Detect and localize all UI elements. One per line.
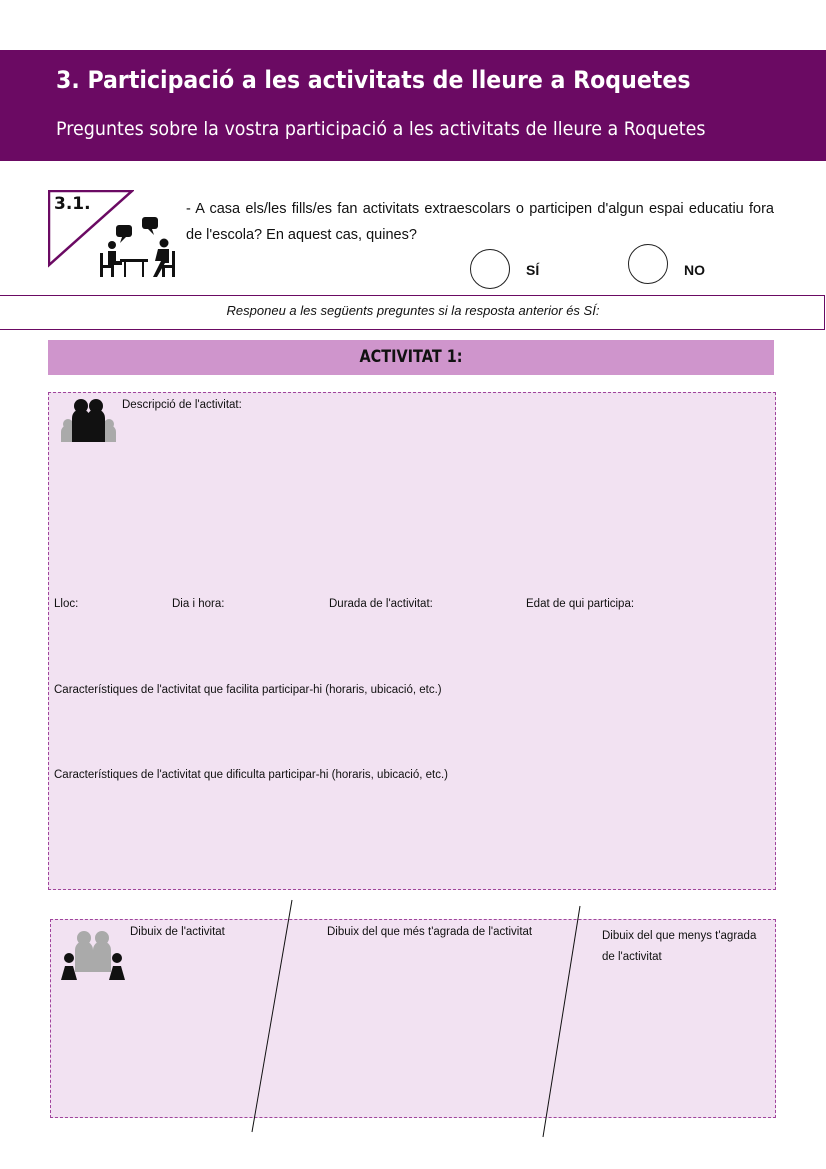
radio-yes-label: SÍ	[526, 262, 540, 278]
activity-details-box[interactable]	[48, 392, 776, 890]
place-label: Lloc:	[54, 598, 79, 610]
facilitates-label: Característiques de l'activitat que facilita participar-hi (horaris, ubicació, etc.)	[54, 684, 442, 696]
question-text: - A casa els/les fills/es fan activitats extraescolars o participen d'algun espai educatiu fora de l'escola? En aquest cas, quines?	[186, 201, 774, 243]
section-subtitle: Preguntes sobre la vostra participació a les activitats de lleure a Roquetes	[56, 118, 706, 140]
section-title: 3. Participació a les activitats de lleure a Roquetes	[56, 66, 691, 94]
drawing-likes-least-label: Dibuix del que menys t'agrada de l'activitat	[602, 930, 757, 963]
hinders-label: Característiques de l'activitat que dificulta participar-hi (horaris, ubicació, etc.)	[54, 769, 449, 781]
question-number: 3.1.	[54, 194, 91, 214]
day-time-label: Dia i hora:	[172, 598, 225, 610]
age-label: Edat de qui participa:	[526, 598, 635, 610]
duration-label: Durada de l'activitat:	[329, 598, 433, 610]
conversation-icon	[98, 215, 180, 279]
radio-no-label: NO	[684, 262, 705, 278]
radio-no[interactable]	[628, 244, 668, 284]
group-icon	[60, 930, 128, 980]
instruction-text: Responeu a les següents preguntes si la resposta anterior és SÍ:	[226, 303, 600, 318]
activity-title: ACTIVITAT 1:	[359, 347, 463, 367]
family-icon	[60, 398, 120, 442]
drawing-likes-most-label: Dibuix del que més t'agrada de l'activitat	[327, 926, 533, 938]
radio-yes[interactable]	[470, 249, 510, 289]
drawing-activity-label: Dibuix de l'activitat	[130, 926, 225, 938]
description-label: Descripció de l'activitat:	[122, 399, 242, 411]
